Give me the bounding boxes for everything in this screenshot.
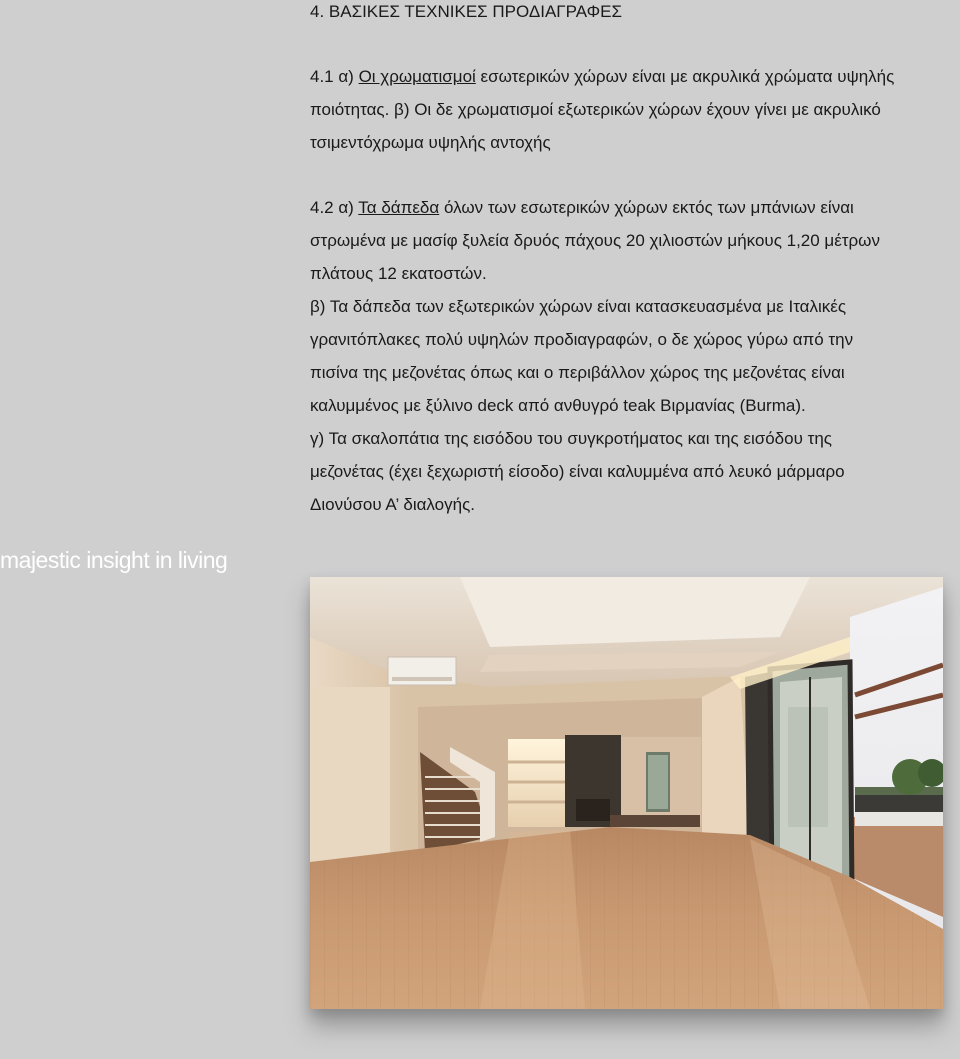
paragraph-4-1-line-2: ποιότητας. β) Οι δε χρωματισμοί εξωτερικών χώρων έχουν γίνει με ακρυλικό bbox=[310, 100, 881, 119]
paragraph-4-2-underlined-term: Τα δάπεδα bbox=[358, 198, 440, 217]
paragraph-4-2-b-line: καλυμμένος με ξύλινο deck από ανθυγρό teak Βιρμανίας (Burma). bbox=[310, 396, 806, 415]
brand-tagline: majestic insight in living bbox=[0, 547, 228, 573]
paragraph-4-2 bbox=[310, 191, 950, 521]
paragraph-4-2-c-line: μεζονέτας (έχει ξεχωριστή είσοδο) είναι καλυμμένα από λευκό μάρμαρο bbox=[310, 462, 845, 481]
paragraph-4-2-line-3: πλάτους 12 εκατοστών. bbox=[310, 264, 487, 283]
paragraph-4-2-b-line: πισίνα της μεζονέτας όπως και ο περιβάλλον χώρος της μεζονέτας είναι bbox=[310, 363, 845, 382]
paragraph-4-1-line-1 bbox=[310, 60, 950, 93]
paragraph-4-2-line-1 bbox=[310, 191, 950, 224]
paragraph-4-1-line-3: τσιμεντόχρωμα υψηλής αντοχής bbox=[310, 133, 551, 152]
paragraph-4-1-line-1-rest: εσωτερικών χώρων είναι με ακρυλικά χρώματα υψηλής bbox=[475, 67, 895, 86]
paragraph-4-1 bbox=[310, 60, 950, 159]
section-heading: 4. ΒΑΣΙΚΕΣ ΤΕΧΝΙΚΕΣ ΠΡΟΔΙΑΓΡΑΦΕΣ bbox=[310, 2, 622, 21]
paragraph-4-2-c-line: Διονύσου Α’ διαλογής. bbox=[310, 495, 475, 514]
paragraph-4-1-underlined-term: Οι χρωματισμοί bbox=[358, 67, 476, 86]
paragraph-4-2-line-1-rest: όλων των εσωτερικών χώρων εκτός των μπάνιων είναι bbox=[439, 198, 854, 217]
interior-photo-illustration bbox=[310, 577, 943, 1009]
interior-photo bbox=[310, 577, 943, 1009]
paragraph-4-2-b-line: γρανιτόπλακες πολύ υψηλών προδιαγραφών, ο δε χώρος γύρω από την bbox=[310, 330, 854, 349]
paragraph-4-1-prefix: 4.1 α) bbox=[310, 67, 359, 86]
paragraph-4-2-b-line: β) Τα δάπεδα των εξωτερικών χώρων είναι κατασκευασμένα με Ιταλικές bbox=[310, 297, 847, 316]
paragraph-4-2-prefix: 4.2 α) bbox=[310, 198, 359, 217]
paragraph-4-2-line-2: στρωμένα με μασίφ ξυλεία δρυός πάχους 20 χιλιοστών μήκους 1,20 μέτρων bbox=[310, 231, 880, 250]
paragraph-4-2-c-line: γ) Τα σκαλοπάτια της εισόδου του συγκροτήματος και της εισόδου της bbox=[310, 429, 832, 448]
